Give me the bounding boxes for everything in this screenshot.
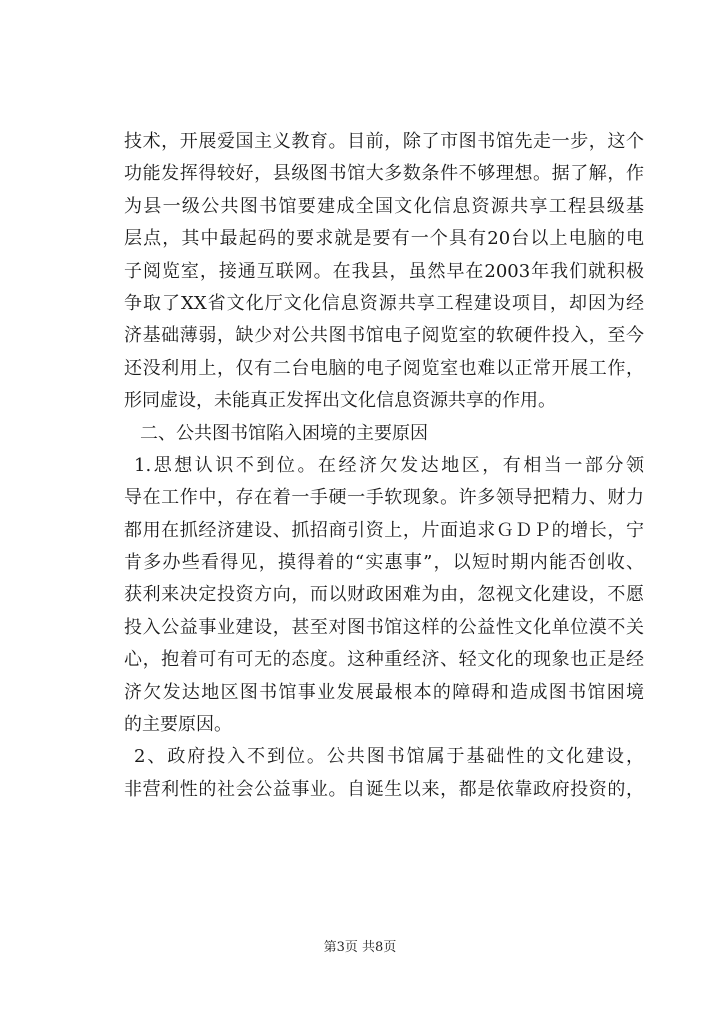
text-line: 济基础薄弱，缺少对公共图书馆电子阅览室的软硬件投入，至今 (124, 325, 644, 347)
text-line: 2、政府投入不到位。公共图书馆属于基础性的文化建设， (134, 746, 644, 768)
text-line: 技术，开展爱国主义教育。目前，除了市图书馆先走一步，这个 (124, 131, 644, 152)
section-heading: 二、公共图书馆陷入困境的主要原因 (140, 422, 428, 444)
text-line: 都用在抓经济建设、抓招商引资上，片面追求ＧＤＰ的增长，宁 (124, 519, 644, 541)
text-line: 子阅览室，接通互联网。在我县，虽然早在2003年我们就积极 (124, 260, 644, 282)
text-line: 投入公益事业建设，甚至对图书馆这样的公益性文化单位漠不关 (124, 616, 644, 638)
text-line: 层点，其中最起码的要求就是要有一个具有20台以上电脑的电 (124, 228, 644, 250)
text-line: 的主要原因。 (124, 714, 232, 736)
text-line: 心，抱着可有可无的态度。这种重经济、轻文化的现象也正是经 (124, 649, 644, 671)
text-line: 1.思想认识不到位。在经济欠发达地区，有相当一部分领 (134, 454, 644, 476)
text-line: 济欠发达地区图书馆事业发展最根本的障碍和造成图书馆困境 (124, 681, 644, 703)
text-line: 肯多办些看得见，摸得着的“实惠事”，以短时期内能否创收、 (124, 552, 644, 574)
text-line: 为县一级公共图书馆要建成全国文化信息资源共享工程县级基 (124, 195, 644, 217)
text-line: 导在工作中，存在着一手硬一手软现象。许多领导把精力、财力 (124, 487, 644, 509)
text-line: 获利来决定投资方向，而以财政困难为由，忽视文化建设，不愿 (124, 584, 644, 606)
text-line: 还没利用上，仅有二台电脑的电子阅览室也难以正常开展工作， (124, 357, 644, 379)
page-number-footer: 第3页 共8页 (323, 940, 397, 955)
document-body (124, 126, 644, 806)
text-line: 形同虚设，未能真正发挥出文化信息资源共享的作用。 (124, 390, 556, 412)
text-line: 功能发挥得较好，县级图书馆大多数条件不够理想。据了解，作 (124, 163, 644, 185)
text-line: 非营利性的社会公益事业。自诞生以来，都是依靠政府投资的， (124, 778, 644, 800)
text-line: 争取了XX省文化厅文化信息资源共享工程建设项目，却因为经 (124, 292, 644, 314)
